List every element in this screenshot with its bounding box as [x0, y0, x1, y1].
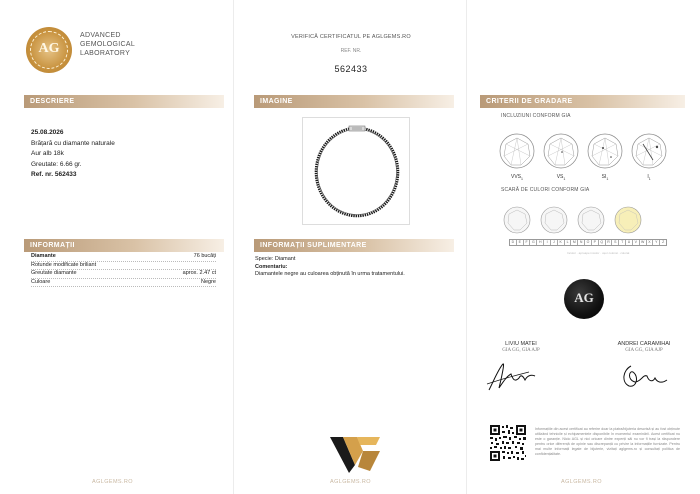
weight: Greutate: 6.66 gr. [31, 160, 82, 168]
description-block [31, 128, 115, 181]
right-panel [467, 0, 700, 494]
item-type: Brățară cu diamante naturale [31, 139, 115, 147]
inclusions-heading: INCLUZIUNI CONFORM GIA [501, 113, 571, 119]
bracelet-photo [302, 117, 410, 225]
left-panel [0, 0, 233, 494]
signer-name: ANDREI CARAMIHAI [617, 341, 671, 347]
signer-credentials: GIA GG, GIA AJP [502, 348, 540, 353]
color-scale-heading: SCARĂ DE CULORI CONFORM GIA [501, 187, 590, 193]
clarity-label: $I_1$ [647, 174, 651, 181]
description-header: DESCRIERE [24, 95, 224, 108]
scale-note: Incolor · aproape incolor · ușor colorat · colorat [567, 251, 630, 255]
species: Specie: Diamant [255, 256, 296, 262]
metal: Aur alb 18k [31, 150, 64, 157]
lab-seal-logo: AG [26, 27, 72, 73]
info-header: INFORMAȚII [24, 239, 224, 252]
info-row: Diamante 76 bucăți [31, 253, 216, 262]
ref-label: REF. NR. [340, 48, 362, 54]
website-footer: AGLGEMS.RO [92, 479, 133, 485]
ref-number: 562433 [334, 64, 368, 74]
comments-label: Comentariu: [255, 263, 288, 270]
hologram-seal: AG [564, 279, 604, 319]
website-footer: AGLGEMS.RO [330, 479, 371, 485]
qr-code[interactable] [489, 424, 527, 462]
clarity-label: $SI_1$ [601, 174, 609, 181]
grading-criteria-header: CRITERII DE GRADARE [480, 95, 685, 108]
clarity-label: $VS_1$ [556, 174, 566, 181]
info-row: Rotunde modificate briliant [31, 262, 216, 271]
info-table [31, 253, 216, 287]
comment: Diamantele negre au culoarea obținută în urma tratamentului. [255, 271, 405, 277]
verify-link-text[interactable]: VERIFICĂ CERTIFICATUL PE AGLGEMS.RO [291, 34, 411, 40]
issue-date: 25.08.2026 [31, 129, 64, 136]
color-scale-diagrams [503, 206, 671, 236]
middle-panel [233, 0, 467, 494]
website-footer: AGLGEMS.RO [561, 479, 602, 485]
signature-image [617, 358, 677, 394]
info-row: Culoare Negre [31, 279, 216, 288]
legal-disclaimer: Informațiile din acest certificat au referire doar la piatra/bijuteria descrisă și au fost obținute utilizând tehnicile și echipamentele disponibile în momentul examinării. Acest certificat nu este o garanție. Nicio AGL și nici oricare dintre experții săi nu vor fi trași la răspundere pentru orice diferență de opinie sau discrepanță cu privire la informațiile furnizate. Pentru mai multe informații legate de bijuterie, vizitați aglgems.ro și consultați politica de confidențialitate. [535, 427, 680, 456]
clarity-label: $VVS_1$ [511, 174, 523, 181]
signer-credentials: GIA GG, GIA AJP [625, 348, 663, 353]
info-row: Greutate diamante aprox. 2.47 ct [31, 270, 216, 279]
supplementary-header: INFORMAȚII SUPLIMENTARE [254, 239, 454, 252]
image-header: IMAGINE [254, 95, 454, 108]
signature-image [485, 358, 545, 394]
reference-number: Ref. nr. 562433 [31, 171, 77, 178]
color-scale-bar: D E F G H I J K L M N O P Q R S T U V W X Y Z [509, 239, 667, 246]
brand-vg-logo [330, 435, 380, 473]
supplementary-block [255, 256, 405, 279]
lab-name: ADVANCED GEMOLOGICAL LABORATORY [80, 32, 136, 57]
clarity-diagrams [499, 132, 669, 172]
signer-name: LIVIU MATEI [505, 341, 537, 347]
